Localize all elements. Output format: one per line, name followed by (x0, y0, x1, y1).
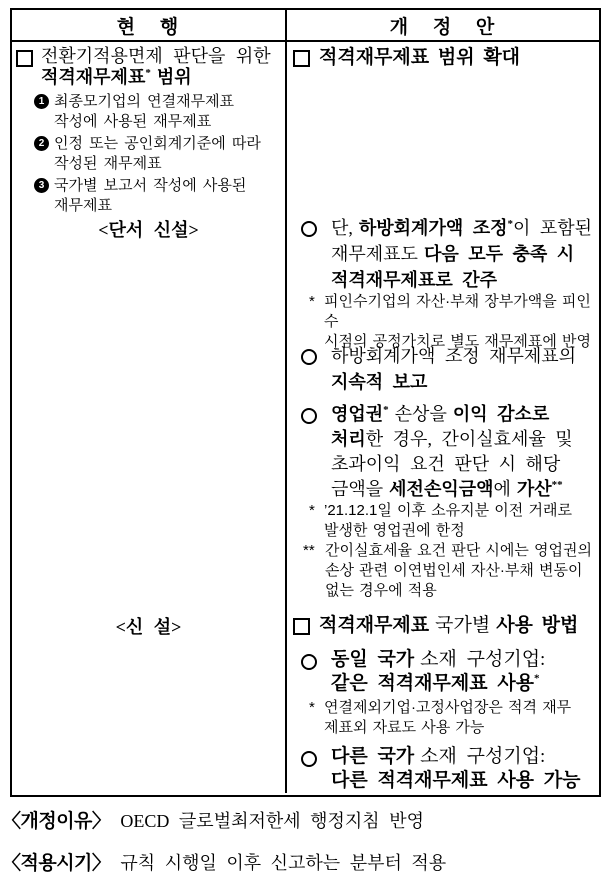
bullet-continuous-reporting (287, 343, 599, 395)
text-line: 최종모기업의 연결재무제표 (54, 93, 235, 110)
header-current: 현 행 (12, 10, 287, 40)
list-item (34, 134, 283, 174)
text-line: 적격재무제표로 간주 (331, 270, 497, 290)
list-item (34, 92, 283, 132)
placeholder-new-proviso: <단서 신설> (98, 220, 199, 240)
footnote-goodwill-date (287, 501, 599, 541)
circle-bullet-icon (301, 654, 317, 670)
column-current (12, 42, 287, 793)
text-line: 발생한 영업권에 한정 (324, 522, 465, 539)
text-line: 단, 하방회계가액 조정*이 포함된 (331, 218, 593, 238)
column-amendment (287, 42, 599, 793)
table-body (12, 42, 599, 793)
footnote-marker: * (309, 293, 315, 310)
text-line: 인정 또는 공인회계기준에 따라 (54, 135, 261, 152)
footnote-marker: ** (303, 542, 315, 559)
text-line: 재무제표도 다음 모두 충족 시 (331, 244, 575, 264)
text-line: 연결제외기업·고정사업장은 적격 재무 (324, 699, 572, 716)
bullet-different-country (287, 745, 599, 793)
text-line: 피인수기업의 자산·부채 장부가액을 피인수 (324, 293, 591, 330)
footnote-ref: ** (551, 479, 563, 491)
numbered-bullet-icon: 2 (34, 136, 49, 151)
text-line: 동일 국가 소재 구성기업: (331, 649, 546, 670)
text-line: 국가별 보고서 작성에 사용된 (54, 177, 247, 194)
numbered-bullet-icon: 1 (34, 94, 49, 109)
checkbox-icon (293, 618, 310, 635)
reason-text: OECD 글로벌최저한세 행정지침 반영 (120, 811, 424, 831)
bullet-goodwill-impairment (287, 402, 599, 502)
footnote-marker: * (309, 699, 315, 716)
amendment-reason-line (2, 806, 424, 833)
text-line: 다른 국가 소재 구성기업: (331, 746, 546, 767)
circle-bullet-icon (301, 408, 317, 424)
list-item (34, 176, 283, 216)
text-line: 하방회계가액 조정 재무제표의 (331, 346, 577, 366)
timing-label: 〈적용시기〉 (2, 853, 111, 874)
header-amendment: 개 정 안 (389, 16, 497, 38)
bullet-same-country (287, 648, 599, 696)
text-line: 다른 적격재무제표 사용 가능 (331, 770, 581, 791)
text-line: ’21.12.1일 이후 소유지분 이전 거래로 (324, 502, 572, 519)
text-line: 영업권* 손상을 이익 감소로 (331, 404, 550, 424)
text-line: 작성에 사용된 재무제표 (54, 113, 212, 130)
numbered-bullet-icon: 3 (34, 178, 49, 193)
table-header-row (12, 10, 599, 42)
text-line: 처리한 경우, 간이실효세율 및 (331, 429, 573, 449)
footnote-excluded-entities (287, 698, 599, 738)
text-line: 제표외 자료도 사용 가능 (324, 719, 485, 736)
text-line: 같은 적격재무제표 사용* (331, 672, 540, 694)
text-line: 지속적 보고 (331, 372, 428, 392)
bullet-downward-adjustment (287, 215, 599, 293)
placeholder-newly-added: <신 설> (115, 617, 182, 637)
amendment-heading-usage-by-country: 적격재무제표 국가별 사용 방법 (287, 614, 599, 638)
comparison-table (10, 8, 601, 797)
text-line: 작성된 재무제표 (54, 155, 162, 172)
current-item-scope (12, 46, 285, 88)
text-line: 적격재무제표* 범위 (41, 67, 192, 87)
current-numbered-list (12, 92, 285, 218)
footnote-ref: * (145, 67, 151, 79)
circle-bullet-icon (301, 751, 317, 767)
text-line: 재무제표 (54, 197, 112, 214)
text-line: 없는 경우에 적용 (325, 582, 437, 599)
reason-label: 〈개정이유〉 (2, 811, 111, 832)
circle-bullet-icon (301, 221, 317, 237)
footnote-marker: * (309, 502, 315, 519)
application-timing-line (2, 848, 446, 875)
text-line: 간이실효세율 요건 판단 시에는 영업권의 (325, 542, 593, 559)
footnote-ref: * (507, 218, 513, 230)
amendment-heading-scope-expand: 적격재무제표 범위 확대 (287, 46, 599, 70)
checkbox-icon (16, 50, 33, 67)
text-line: 손상 관련 이연법인세 자산·부채 변동이 (325, 562, 583, 579)
timing-text: 규칙 시행일 이후 신고하는 분부터 적용 (120, 853, 447, 873)
footnote-ref: * (534, 672, 540, 685)
text-line: 시점의 공정가치로 별도 재무제표에 반영 (324, 333, 592, 350)
footnote-ref: * (383, 404, 389, 416)
text-line: 전환기적용면제 판단을 위한 (41, 46, 271, 66)
text-line: 초과이익 요건 판단 시 해당 (331, 454, 561, 474)
footnote-etr-condition (287, 541, 599, 601)
text-line: 금액을 세전손익금액에 가산** (331, 479, 563, 499)
circle-bullet-icon (301, 349, 317, 365)
checkbox-icon (293, 50, 310, 67)
